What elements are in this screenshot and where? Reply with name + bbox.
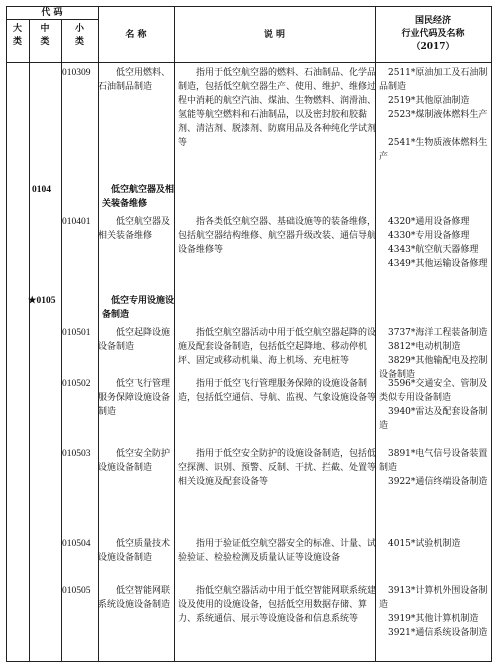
minor-code: 010505 (62, 586, 91, 596)
header-ref-line3: （2017） (411, 42, 455, 52)
industry-refs (379, 215, 490, 271)
minor-code: 010401 (62, 217, 91, 227)
mid-code: ★0105 (28, 296, 56, 306)
minor-code: 010309 (62, 68, 91, 78)
industry-refs (379, 447, 490, 489)
table-bottom-rule (6, 661, 492, 662)
industry-ref: 3919*其他计算机制造 (388, 614, 479, 624)
header-bottom-rule (6, 62, 492, 63)
header-mid-class: 中 类 (40, 24, 50, 47)
category-name: 低空航空器及相关装备维修 (102, 185, 175, 209)
header-ref-line1: 国民经济 (414, 16, 451, 26)
industry-refs (379, 537, 490, 551)
item-name: 低空用燃料、石油制品制造 (98, 68, 171, 92)
item-description: 指用于验证低空航空器安全的标准、计量、试验验证、检验检测及质量认证等设施设备 (178, 539, 377, 563)
item-description: 指低空航空器活动中用于低空智能网联系统建设及使用的设施设备，包括低空用数据存储、算力、系统通信、展示等设施设备和信息系统等 (178, 586, 377, 624)
item-name: 低空智能网联系统设施设备制造 (98, 586, 171, 610)
header-description: 说 明 (263, 30, 286, 40)
industry-ref: 4330*专用设备修理 (388, 231, 470, 241)
industry-refs (379, 584, 490, 640)
minor-code: 010501 (62, 328, 91, 338)
item-description: 指用于低空安全防护的设施设备制造，包括低空探测、识别、预警、反制、干扰、拦截、处置等相关设施及配套设备等 (178, 449, 377, 487)
col-border-major (29, 19, 30, 662)
item-name: 低空飞行管理服务保障设施设备制造 (98, 379, 171, 417)
minor-code: 010504 (62, 539, 91, 549)
item-name: 低空质量技术设施设备制造 (98, 539, 171, 563)
industry-ref: 4015*试验机制造 (388, 539, 461, 549)
header-major-class: 大 类 (12, 24, 22, 47)
header-name: 名 称 (125, 30, 147, 40)
item-name: 低空起降设施设备制造 (98, 328, 171, 352)
industry-ref: 4349*其他运输设备修理 (388, 259, 488, 269)
industry-ref: 2523*煤制液体燃料生产 (388, 110, 488, 120)
item-description: 指用于低空航空器的燃料、石油制品、化学品制造，包括低空航空器生产、使用、维护、维修过程中消耗的航空汽油、煤油、生物燃料、润滑油、氢能等航空燃料和石油制品，以及密封胶和胶黏剂、清洁剂、脱漆剂、防腐用品及各种纯化学试剂等 (178, 68, 377, 148)
industry-ref: 3921*通信系统设备制造 (388, 628, 488, 638)
industry-ref: 3737*海洋工程装备制造 (388, 328, 488, 338)
item-description: 指用于低空飞行管理服务保障的设施设备制造，包括低空通信、导航、监视、气象设施设备等 (178, 379, 377, 403)
col-border-right (491, 6, 492, 662)
minor-code: 010503 (62, 449, 91, 459)
industry-ref: 3891*电气信号设备装置制造 (379, 449, 488, 473)
industry-ref: 4320*通用设备修理 (388, 217, 470, 227)
item-name: 低空安全防护设施设备制造 (98, 449, 171, 473)
industry-refs (379, 326, 490, 382)
minor-code: 010502 (62, 379, 91, 389)
header-ref-line2: 行业代码及名称 (401, 29, 465, 39)
item-name: 低空航空器及相关装备维修 (98, 217, 171, 241)
header-minor-class: 小 类 (74, 24, 84, 47)
industry-ref: 3913*计算机外围设备制造 (379, 586, 488, 610)
industry-ref: 3812*电动机制造 (388, 342, 461, 352)
industry-ref: 4343*航空航天器修理 (388, 245, 479, 255)
item-description: 指低空航空器活动中用于低空航空器起降的设施及配套设备制造，包括低空起降地、移动停机坪、固定或移动机巢、海上机场、充电桩等 (178, 328, 377, 366)
industry-refs (379, 66, 490, 164)
category-name: 低空专用设施设备制造 (102, 296, 175, 320)
document-page (6, 6, 492, 662)
col-border-left (6, 6, 7, 662)
industry-ref: 3829*其他输配电及控制设备制造 (379, 356, 488, 380)
industry-ref: 3922*通信终端设备制造 (388, 477, 488, 487)
header-code-group: 代 码 (41, 8, 63, 18)
col-border-mid (61, 19, 62, 662)
item-description: 指各类低空航空器、基础设施等的装备维修，包括航空器结构维修、航空器升级改装、通信导航设备维修等 (178, 217, 377, 255)
industry-ref: 3940*雷达及配套设备制造 (379, 407, 488, 431)
industry-ref: 3596*交通安全、管制及类似专用设备制造 (379, 379, 488, 403)
industry-refs (379, 377, 490, 433)
industry-ref: 2541*生物质液体燃料生产 (379, 138, 488, 162)
industry-ref: 2511*原油加工及石油制品制造 (379, 68, 488, 92)
industry-ref: 2519*其他原油制造 (388, 96, 470, 106)
mid-code: 0104 (32, 185, 51, 195)
